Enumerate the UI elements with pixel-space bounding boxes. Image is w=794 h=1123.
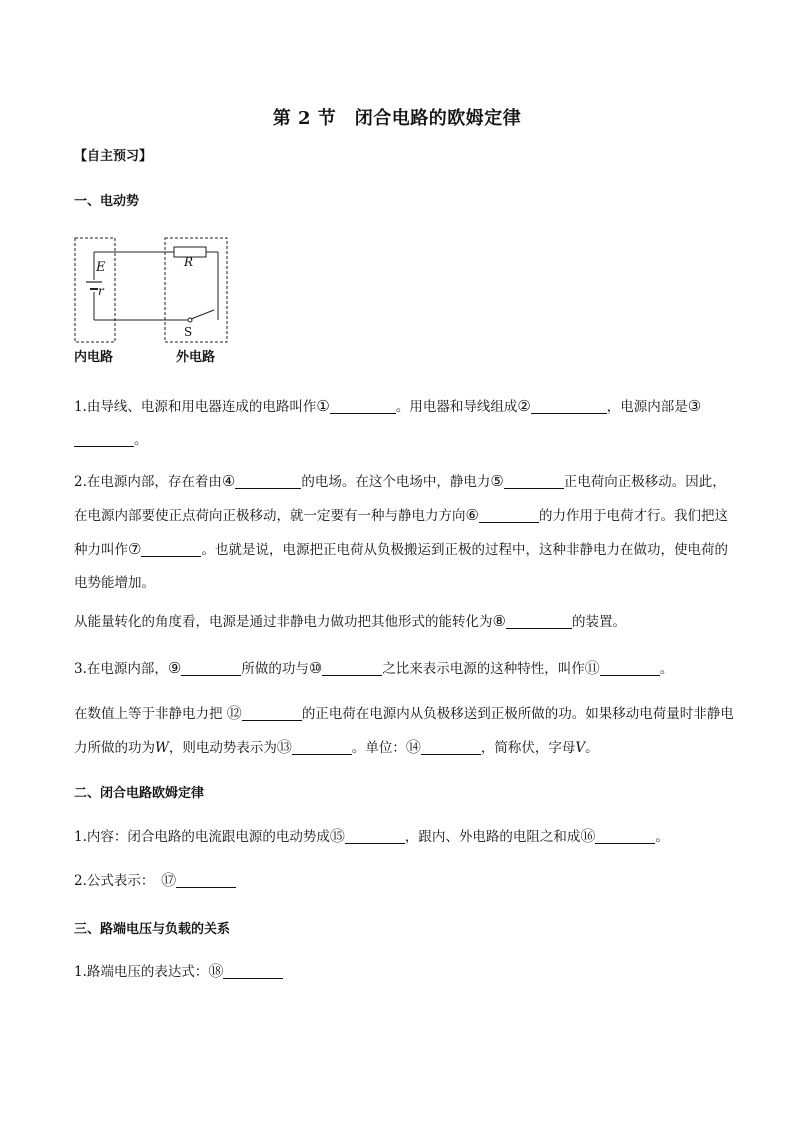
marker-17: ⑰	[161, 871, 177, 889]
marker-15: ⑮	[329, 827, 345, 845]
blank-5[interactable]	[504, 472, 564, 489]
q1-text-4: 。	[134, 432, 148, 448]
blank-15[interactable]	[345, 827, 405, 844]
value-text-2: 的正电荷在电源内从负极移送到正极所做的功。如果移动电荷量时非静电力所做的功为	[74, 706, 734, 756]
q2-text-2: 的电场。在这个电场中，静电力	[301, 474, 491, 490]
paragraph-p2-q2	[74, 864, 734, 898]
marker-7: ⑦	[128, 540, 142, 558]
marker-6: ⑥	[465, 506, 479, 524]
switch-lever	[191, 310, 214, 319]
label-S: S	[184, 325, 193, 339]
p2q1-text-1: 1.内容：闭合电路的电流跟电源的电动势成	[74, 829, 330, 845]
marker-1: ①	[316, 397, 330, 415]
blank-4[interactable]	[235, 472, 301, 489]
outer-circuit-label: 外电路	[176, 350, 216, 365]
symbol-V: V	[575, 740, 586, 756]
part3-heading: 三、路端电压与负载的关系	[74, 922, 231, 937]
paragraph-p2-q1	[74, 820, 734, 854]
q2-text-1: 2.在电源内部，存在着由	[74, 474, 222, 490]
part1-heading: 一、电动势	[74, 194, 140, 209]
inner-circuit-label: 内电路	[74, 350, 114, 365]
blank-10[interactable]	[322, 659, 382, 676]
blank-7[interactable]	[141, 540, 201, 557]
marker-12: ⑫	[226, 704, 242, 722]
q2-text-4: 的力作用于电荷才行。我们把这种力叫作	[74, 508, 728, 558]
circuit-diagram	[70, 232, 240, 367]
paragraph-q1	[74, 390, 734, 457]
blank-12[interactable]	[242, 704, 302, 721]
paragraph-value	[74, 697, 734, 765]
blank-8[interactable]	[506, 612, 572, 629]
p2q1-text-3: 。	[655, 829, 669, 845]
marker-11: ⑪	[584, 659, 600, 677]
marker-5: ⑤	[490, 472, 504, 490]
marker-10: ⑩	[308, 659, 323, 677]
value-text-5: ，简称伏，字母	[480, 740, 576, 756]
blank-14[interactable]	[421, 738, 481, 755]
switch-gap	[214, 310, 218, 320]
marker-2: ②	[517, 397, 531, 415]
q1-text-2: 。用电器和导线组成	[395, 399, 518, 415]
part2-heading: 二、闭合电路欧姆定律	[74, 786, 205, 801]
symbol-W: W	[155, 740, 169, 756]
marker-16: ⑯	[580, 827, 596, 845]
q3-text-3: 之比来表示电源的这种特性，叫作	[382, 661, 585, 677]
paragraph-energy	[74, 605, 734, 639]
page-title: 第 2 节 闭合电路的欧姆定律	[272, 108, 522, 129]
section-preview-heading: 【自主预习】	[74, 149, 153, 164]
q3-text-2: 所做的功与	[241, 661, 309, 677]
paragraph-q3	[74, 652, 734, 686]
energy-text-2: 的装置。	[571, 614, 626, 630]
blank-11[interactable]	[600, 659, 660, 676]
q2-text-3: 正电荷向正极移动。因此，在电源内部要使正点荷向正极移动，就一定要有一种与静电力方向	[74, 474, 726, 524]
energy-text-1: 从能量转化的角度看，电源是通过非静电力做功把其他形式的能转化为	[74, 614, 493, 630]
marker-13: ⑬	[276, 738, 292, 756]
marker-18: ⑱	[208, 962, 224, 980]
q1-text-1: 1.由导线、电源和用电器连成的电路叫作	[74, 399, 317, 415]
p3q1-text-1: 1.路端电压的表达式：	[74, 964, 209, 980]
marker-9: ⑨	[167, 659, 182, 677]
value-text-6: 。	[585, 740, 599, 756]
blank-16[interactable]	[595, 827, 655, 844]
blank-18[interactable]	[223, 962, 283, 979]
label-r: r	[98, 284, 104, 298]
marker-4: ④	[221, 472, 236, 490]
label-E: E	[96, 260, 106, 275]
p2q1-text-2: ，跟内、外电路的电阻之和成	[404, 829, 581, 845]
blank-1[interactable]	[330, 397, 396, 414]
value-text-1: 在数值上等于非静电力把	[74, 706, 227, 722]
blank-2[interactable]	[531, 397, 607, 414]
marker-8: ⑧	[492, 612, 506, 630]
q3-text-1: 3.在电源内部，	[74, 661, 168, 677]
blank-3[interactable]	[74, 430, 134, 447]
q3-text-4: 。	[659, 661, 674, 677]
p2q2-text-1: 2.公式表示：	[74, 873, 162, 889]
marker-14: ⑭	[405, 738, 421, 756]
q2-text-5: 。也就是说，电源把正电荷从负极搬运到正极的过程中，这种非静电力在做功，使电荷的电势能增加。	[74, 542, 728, 591]
label-R: R	[184, 255, 194, 269]
value-text-3: ，则电动势表示为	[168, 740, 277, 756]
blank-13[interactable]	[292, 738, 352, 755]
paragraph-p3-q1	[74, 955, 734, 989]
marker-3: ③	[687, 397, 702, 415]
value-text-4: 。单位：	[351, 740, 406, 756]
paragraph-q2	[74, 465, 734, 600]
q1-text-3: ，电源内部是	[606, 399, 688, 415]
blank-6[interactable]	[479, 506, 539, 523]
blank-9[interactable]	[181, 659, 241, 676]
blank-17[interactable]	[176, 871, 236, 888]
